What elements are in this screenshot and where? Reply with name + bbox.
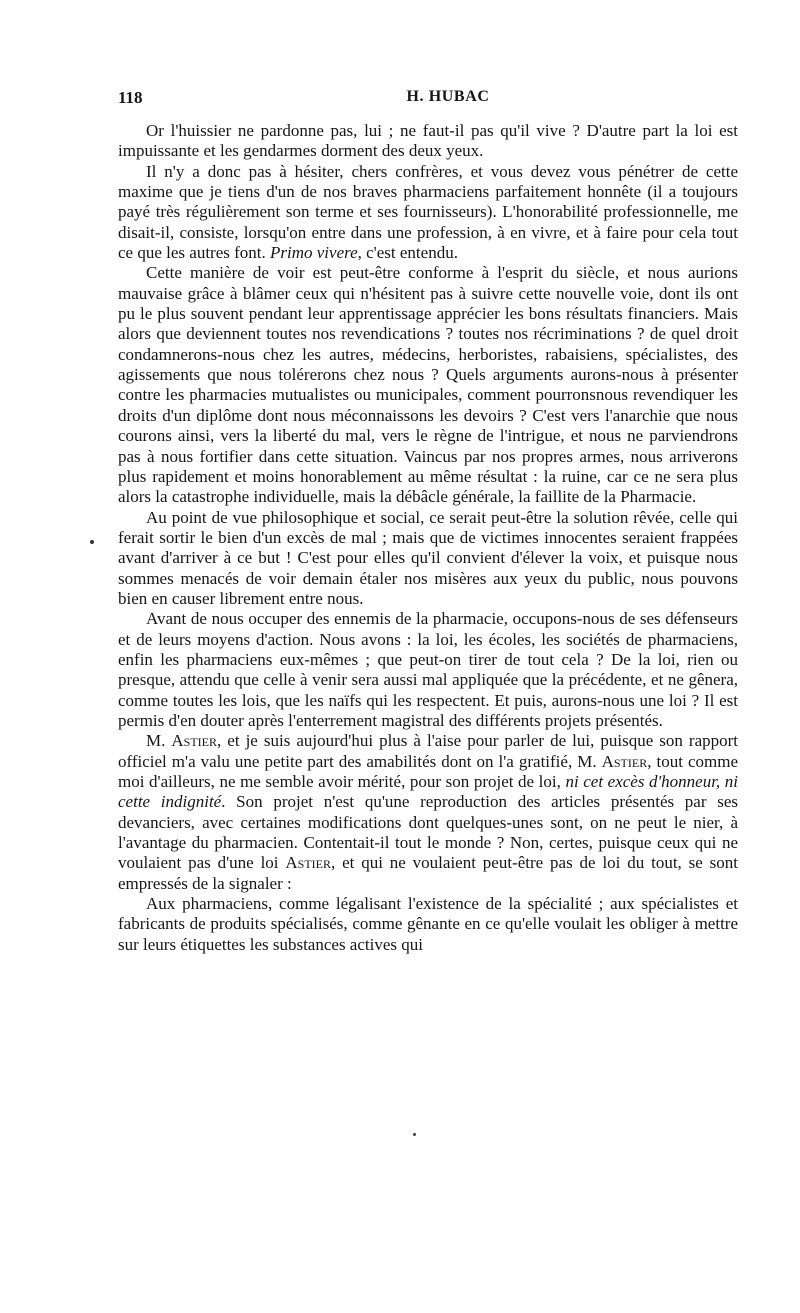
- text-run: , c'est entendu.: [357, 243, 458, 263]
- paragraph: [118, 162, 738, 264]
- text-run: , et je suis aujourd'hui plus à l'aise pour parler de lui, puisque son rapport officiel m'a valu une petite part des amabilités dont on l'a gratifié, M.: [118, 731, 738, 771]
- body-text: [118, 121, 738, 955]
- text-run: Astier: [285, 853, 331, 873]
- text-run: Au point de vue philosophique et social, ce serait peut-être la solution rêvée, celle qui ferait sortir le bien d'un excès de mal ; mais que de victimes innocentes seraient frappées avant d'arriver à ce but ! C'est pour elles qu'il convient d'élever la voix, et puisque nous sommes menacés de voir demain étaler nos misères aux yeux du public, nous pouvons bien en causer librement entre nous.: [118, 507, 738, 608]
- text-run: , tout comme moi d'ailleurs, ne me semble avoir mérité, pour son projet de loi,: [118, 751, 738, 791]
- paragraph: [118, 263, 738, 507]
- paragraph: [118, 508, 738, 610]
- page-number: 118: [118, 88, 143, 107]
- page-header: [118, 88, 738, 110]
- text-run: . Son projet n'est qu'une reproduction des articles présentés par ses devanciers, avec certaines modifications dont quelques-unes sont, on ne peut le nier, à l'avantage du pharmacien. Contentait-il tout le monde ? Non, certes, puisque ceux qui ne voulaient pas d'une loi: [118, 792, 738, 873]
- text-run: Avant de nous occuper des ennemis de la pharmacie, occupons-nous de ses défenseurs et de leurs moyens d'action. Nous avons : la loi, les écoles, les sociétés de pharmaciens, enfin les pharmaciens eux-mêmes ; que peut-on tirer de tout cela ? De la loi, rien ou presque, attendu que celle à venir sera aussi mal appliquée que la précédente, et ne gênera, comme toutes les lois, que les naïfs qui les respectent. Et puis, aurons-nous une loi ? Il est permis d'en douter après l'enterrement magistral des différents projets présentés.: [118, 609, 738, 730]
- running-head: H. HUBAC: [406, 88, 490, 105]
- text-run: Astier: [171, 731, 218, 751]
- text-run: Aux pharmaciens, comme légalisant l'existence de la spécialité ; aux spécialistes et fabricants de produits spécialisés, comme gênante en ce qu'elle voulait les obliger à mettre sur leurs étiquettes les substances actives qui: [118, 894, 738, 954]
- bottom-speck: [413, 1133, 416, 1136]
- paragraph: [118, 731, 738, 894]
- text-run: Il n'y a donc pas à hésiter, chers confrères, et vous devez vous pénétrer de cette maxime que je tiens d'un de nos braves pharmaciens parfaitement honnête (il a toujours payé très régulièrement son terme et ses fournisseurs). L'honorabilité professionnelle, me disait-il, consiste, lorsqu'on entre dans une profession, à en vivre, et à faire pour cela tout ce que les autres font.: [118, 161, 738, 263]
- text-run: Primo vivere: [270, 243, 358, 263]
- paragraph: [118, 609, 738, 731]
- paragraph: [118, 894, 738, 955]
- text-run: Cette manière de voir est peut-être conforme à l'esprit du siècle, et nous aurions mauvaise grâce à blâmer ceux qui n'hésitent pas à suivre cette nouvelle voie, dont ils ont pu le plus souvent pendant leur apprentissage apprécier les bons résultats financiers. Mais alors que deviennent toutes nos revendications ? toutes nos récriminations ? de quel droit condamnerons-nous chez les autres, médecins, herboristes, rabaisiens, spécialistes, des agissements que nous tolérerons chez nous ? Quels arguments aurons-nous à présenter contre les pharmacies mutualistes ou municipales, comment pourronsnous revendiquer les droits d'un diplôme dont nous méconnaissons les devoirs ? C'est vers l'anarchie que nous courons ainsi, vers la liberté du mal, vers le règne de l'intrigue, et nous ne parviendrons pas à nous fortifier dans cette situation. Vaincus par nos propres armes, nous arriverons plus rapidement et moins honorablement au même résultat : la ruine, car ce ne sera plus alors la catastrophe individuelle, mais la débâcle générale, la faillite de la Pharmacie.: [118, 263, 738, 507]
- text-run: Or l'huissier ne pardonne pas, lui ; ne faut-il pas qu'il vive ? D'autre part la loi est impuissante et les gendarmes dorment des deux yeux.: [118, 121, 738, 161]
- paragraph: [118, 121, 738, 162]
- margin-speck: [90, 540, 94, 544]
- text-run: , et qui ne voulaient peut-être pas de loi du tout, se sont empressés de la signaler :: [118, 853, 738, 893]
- text-run: ni cet excès d'honneur, ni cette indignité: [118, 772, 738, 812]
- text-run: Astier: [601, 751, 648, 771]
- text-run: M.: [146, 731, 172, 751]
